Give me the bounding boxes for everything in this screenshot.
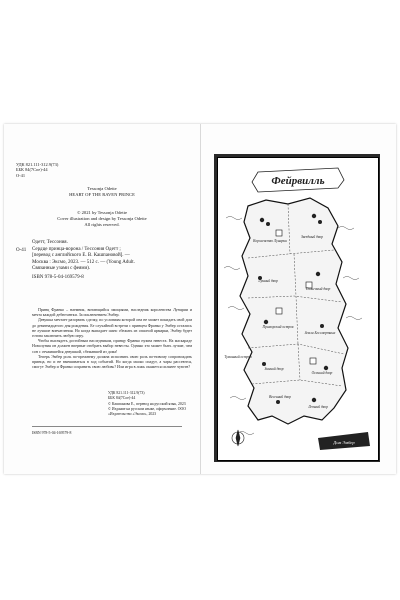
annotation-paragraph: Теперь Эмбер роль по-прежнему должна исполнять свою роль по-новому сопровождать принца, но и не вмешиваться в ход событий. Но когда маски спадут, а чары рассеются, смогут Эмбер и Франко сохранить свою любовь? Или игра в ложь окажется сильнее чувств? bbox=[32, 353, 192, 370]
map-label: Земли Бессмертных bbox=[304, 331, 336, 335]
book-spread bbox=[4, 124, 396, 474]
isbn-line: ISBN 978-5-04-169579-8 bbox=[32, 274, 84, 280]
map-page bbox=[200, 124, 396, 474]
author-line: Одетт, Тессония. bbox=[32, 240, 68, 245]
map-label: Королевство Лунарии bbox=[253, 239, 287, 243]
rights-line: © 2021 by Tessonja Odette bbox=[76, 210, 128, 215]
bib-line: Москва : Эксмо, 2023. — 512 с. — (Young Adult. bbox=[32, 259, 135, 265]
original-title: HEART OF THE RAVEN PRINCE bbox=[69, 192, 135, 197]
original-author: Tessonja Odette bbox=[87, 186, 117, 191]
catalog-code: О-41 bbox=[16, 172, 26, 178]
map-label: Туманный остров bbox=[224, 355, 252, 359]
copyright-block bbox=[108, 391, 200, 417]
map-legend bbox=[318, 432, 370, 450]
copyright-translation: © Кашпанова Е., перевод на русский язык, 2023 bbox=[108, 401, 186, 406]
bbk-line: ББК 84(7Сое)-44 bbox=[16, 167, 48, 173]
map-label: Лунный двор bbox=[258, 279, 278, 283]
udk-block bbox=[16, 162, 58, 178]
map-label: Осенний двор bbox=[311, 371, 333, 375]
map-label: Звездный двор bbox=[301, 235, 323, 239]
rights-block bbox=[4, 210, 200, 228]
fantasy-map bbox=[218, 158, 378, 460]
bibliographic-description bbox=[16, 240, 191, 282]
annotation bbox=[32, 307, 192, 369]
copyright-udk: УДК 821.111-312.9(73) bbox=[108, 391, 145, 395]
map-label: Солнечный двор bbox=[305, 287, 331, 291]
map-label: Зимний двор bbox=[264, 367, 284, 371]
annotation-paragraph: Чтобы выглядеть достойным наследником, принцу Франко нужна невеста. На маскараде Новолуния он должен впервые отобрать выбор невесты. Однако это может быть лучше, чем сон с отчаявшейся девушкой, сбежавшей из дома! bbox=[32, 338, 192, 354]
bib-line: Сердце принца-ворона / Тессония Одетт ; bbox=[32, 246, 121, 252]
map-label: Летний двор bbox=[308, 405, 328, 409]
rights-line: All rights reserved. bbox=[84, 222, 120, 227]
copyright-edition: © Издание на русском языке, оформление. ООО «Издательство «Эксмо», 2023 bbox=[108, 406, 187, 416]
map-inner bbox=[217, 157, 379, 461]
map-banner bbox=[252, 168, 344, 192]
map-legend-text: Дом Эмбер bbox=[333, 440, 355, 445]
annotation-paragraph: Принц Франко – наемник, витающийся эмоциями, наследник королевства Лунарии и мечта каждой дебютантки. За исключением Эмбер. bbox=[32, 307, 192, 318]
island-outline bbox=[240, 198, 348, 424]
map-frame bbox=[214, 154, 380, 462]
isbn-bottom: ISBN 978-5-04-169579-8 bbox=[32, 431, 72, 435]
annotation-paragraph: Девушка мечтает разорвать сделку, по условиям которой она не может покидать свой дом до девятнадцатого дня рождения. Ее случайной встречи с принцем Франко у Эмбер остались не лучшие впечатления. Но когда выпадает шанс сбежать из опасной ярмарки, Эмбер будет готова заключить любую игру. bbox=[32, 317, 192, 339]
copyright-bbk: ББК 84(7Сое)-44 bbox=[108, 396, 136, 401]
divider bbox=[32, 426, 182, 427]
bib-line: [перевод с английского Е. В. Кашпановой]. — bbox=[32, 253, 130, 259]
map-banner-text: Фейрвилль bbox=[271, 175, 325, 187]
compass-icon bbox=[232, 430, 244, 446]
rights-line: Cover illustration and design by Tessonja Odette bbox=[57, 216, 147, 221]
copyright-page bbox=[4, 124, 201, 474]
udk-line: УДК 821.111-312.9(73) bbox=[16, 162, 59, 167]
bib-line: Связанные узами с феями). bbox=[32, 266, 91, 272]
original-title-block bbox=[4, 186, 200, 198]
author-code: О-41 bbox=[16, 248, 27, 253]
map-label: Приморский остров bbox=[262, 325, 294, 329]
map-label: Весенний двор bbox=[269, 395, 291, 399]
